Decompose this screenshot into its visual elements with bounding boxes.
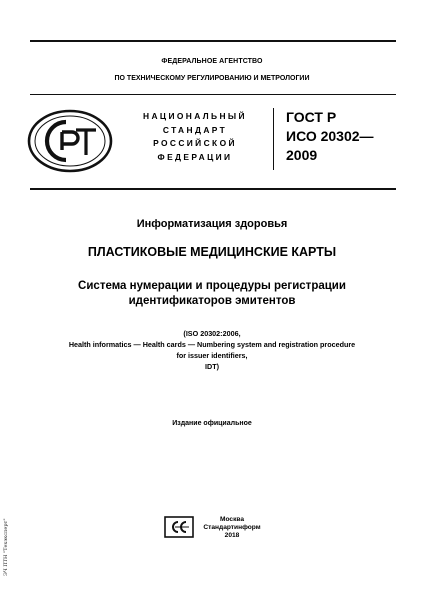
standard-type <box>130 110 260 164</box>
designation-line: ИСО 20302— <box>286 128 374 144</box>
standard-type-line: НАЦИОНАЛЬНЫЙ <box>143 111 247 121</box>
side-watermark: ЭЧ ПТН "Техэксперт" <box>3 518 9 576</box>
iso-reference <box>0 328 424 372</box>
subtitle <box>0 279 424 309</box>
iso-reference-line: for issuer identifiers, <box>176 351 248 360</box>
subtitle-line: Система нумерации и процедуры регистрации <box>78 280 346 292</box>
iso-reference-line: IDT) <box>205 362 219 371</box>
designation-line: ГОСТ Р <box>286 109 337 125</box>
subtitle-line: идентификаторов эмитентов <box>128 295 296 307</box>
middle-rule <box>30 94 396 95</box>
agency-line-2: ПО ТЕХНИЧЕСКОМУ РЕГУЛИРОВАНИЮ И МЕТРОЛОГИИ <box>114 75 310 82</box>
designation-line: 2009 <box>286 147 318 163</box>
standard-type-line: СТАНДАРТ <box>162 124 228 135</box>
publisher-line: Стандартинформ <box>203 524 261 532</box>
lower-rule <box>30 188 396 190</box>
topic-title: Информатизация здоровья <box>136 218 288 230</box>
top-rule <box>30 40 396 42</box>
standard-designation <box>286 108 406 165</box>
agency-line-1: ФЕДЕРАЛЬНОЕ АГЕНТСТВО <box>161 58 263 65</box>
vertical-divider <box>273 108 274 170</box>
edition-note: Издание официальное <box>172 420 252 427</box>
publisher-logo <box>164 516 194 538</box>
standard-type-line: РОССИЙСКОЙ <box>153 138 237 148</box>
standard-type-line: ФЕДЕРАЦИИ <box>157 151 233 162</box>
publisher-info <box>202 516 262 541</box>
iso-reference-line: Health informatics — Health cards — Numbering system and registration procedure <box>68 340 356 349</box>
main-title: ПЛАСТИКОВЫЕ МЕДИЦИНСКИЕ КАРТЫ <box>87 245 337 259</box>
rst-logo <box>26 108 114 174</box>
iso-reference-line: (ISO 20302:2006, <box>183 329 241 338</box>
publisher-line: 2018 <box>224 532 240 540</box>
publisher-line: Москва <box>219 516 245 523</box>
